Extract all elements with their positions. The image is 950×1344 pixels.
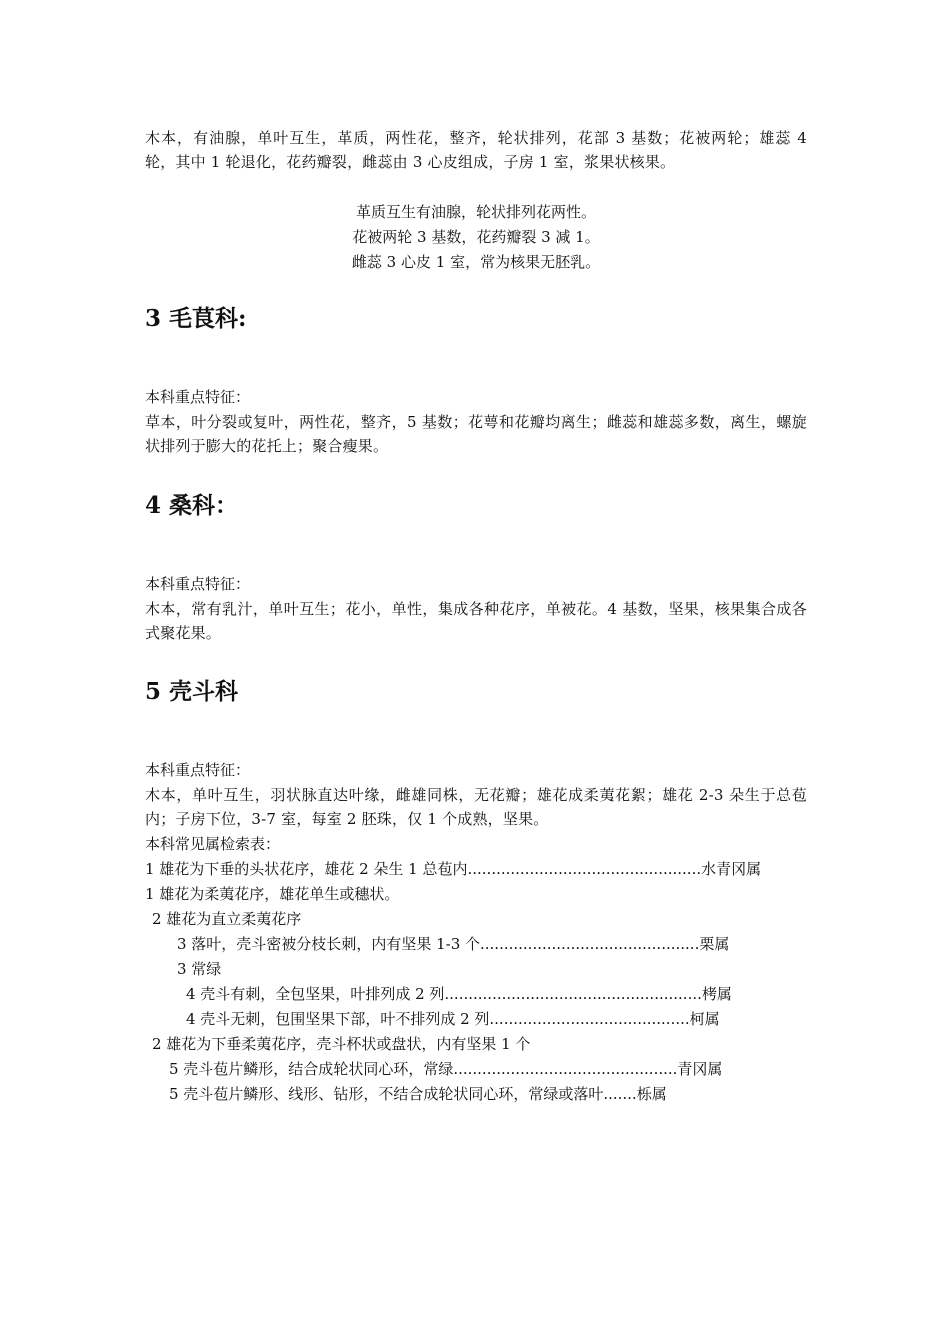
key-line: 1 雄花为柔荑花序，雄花单生或穗状。 bbox=[145, 885, 400, 903]
intro-paragraph: 木本，有油腺，单叶互生，革质，两性花，整齐，轮状排列，花部 3 基数；花被两轮；雄蕊 4 轮，其中 1 轮退化，花药瓣裂，雌蕊由 3 心皮组成，子房 1 室，浆果状核果。 bbox=[145, 129, 807, 171]
key-line: 5 壳斗苞片鳞形，结合成轮状同心环，常绿...............................................青冈属 bbox=[169, 1060, 723, 1078]
verse-line-3: 雌蕊 3 心皮 1 室，常为核果无胚乳。 bbox=[351, 253, 601, 271]
features-moraceae: 木本，常有乳汁，单叶互生；花小，单性，集成各种花序，单被花。4 基数，坚果，核果集合成各式聚花果。 bbox=[145, 600, 807, 642]
features-fagaceae: 木本，单叶互生，羽状脉直达叶缘，雌雄同株，无花瓣；雄花成柔荑花絮；雄花 2-3 朵生于总苞内；子房下位，3-7 室，每室 2 胚珠，仅 1 个成熟，坚果。 bbox=[145, 786, 807, 828]
key-line: 5 壳斗苞片鳞形、线形、钻形，不结合成轮状同心环，常绿或落叶.......栎属 bbox=[169, 1085, 667, 1103]
key-title: 本科常见属检索表： bbox=[145, 835, 281, 853]
key-line: 3 落叶，壳斗密被分枝长刺，内有坚果 1-3 个..............................................栗属 bbox=[177, 935, 730, 953]
heading-moraceae: 4 桑科： bbox=[145, 492, 239, 519]
key-line: 4 壳斗无刺，包围坚果下部，叶不排列成 2 列..........................................柯属 bbox=[186, 1010, 720, 1028]
verse-line-1: 革质互生有油腺，轮状排列花两性。 bbox=[355, 203, 596, 221]
features-label-fagaceae: 本科重点特征： bbox=[145, 761, 251, 779]
verse-line-2: 花被两轮 3 基数，花药瓣裂 3 减 1。 bbox=[352, 228, 600, 246]
key-line: 4 壳斗有刺，全包坚果，叶排列成 2 列......................................................栲属 bbox=[186, 985, 732, 1003]
features-ranunculaceae: 草本，叶分裂或复叶，两性花，整齐，5 基数；花萼和花瓣均离生；雌蕊和雄蕊多数，离生，螺旋状排列于膨大的花托上；聚合瘦果。 bbox=[145, 413, 807, 455]
key-line: 2 雄花为直立柔荑花序 bbox=[152, 910, 302, 928]
key-line: 1 雄花为下垂的头状花序，雄花 2 朵生 1 总苞内.................................................水青冈属 bbox=[145, 860, 762, 878]
features-label-moraceae: 本科重点特征： bbox=[145, 575, 251, 593]
features-label-ranunculaceae: 本科重点特征： bbox=[145, 388, 251, 406]
heading-fagaceae: 5 壳斗科 bbox=[145, 678, 239, 705]
key-line: 3 常绿 bbox=[177, 960, 222, 978]
heading-ranunculaceae: 3 毛茛科: bbox=[145, 305, 247, 332]
key-line: 2 雄花为下垂柔荑花序，壳斗杯状或盘状，内有坚果 1 个 bbox=[152, 1035, 531, 1053]
